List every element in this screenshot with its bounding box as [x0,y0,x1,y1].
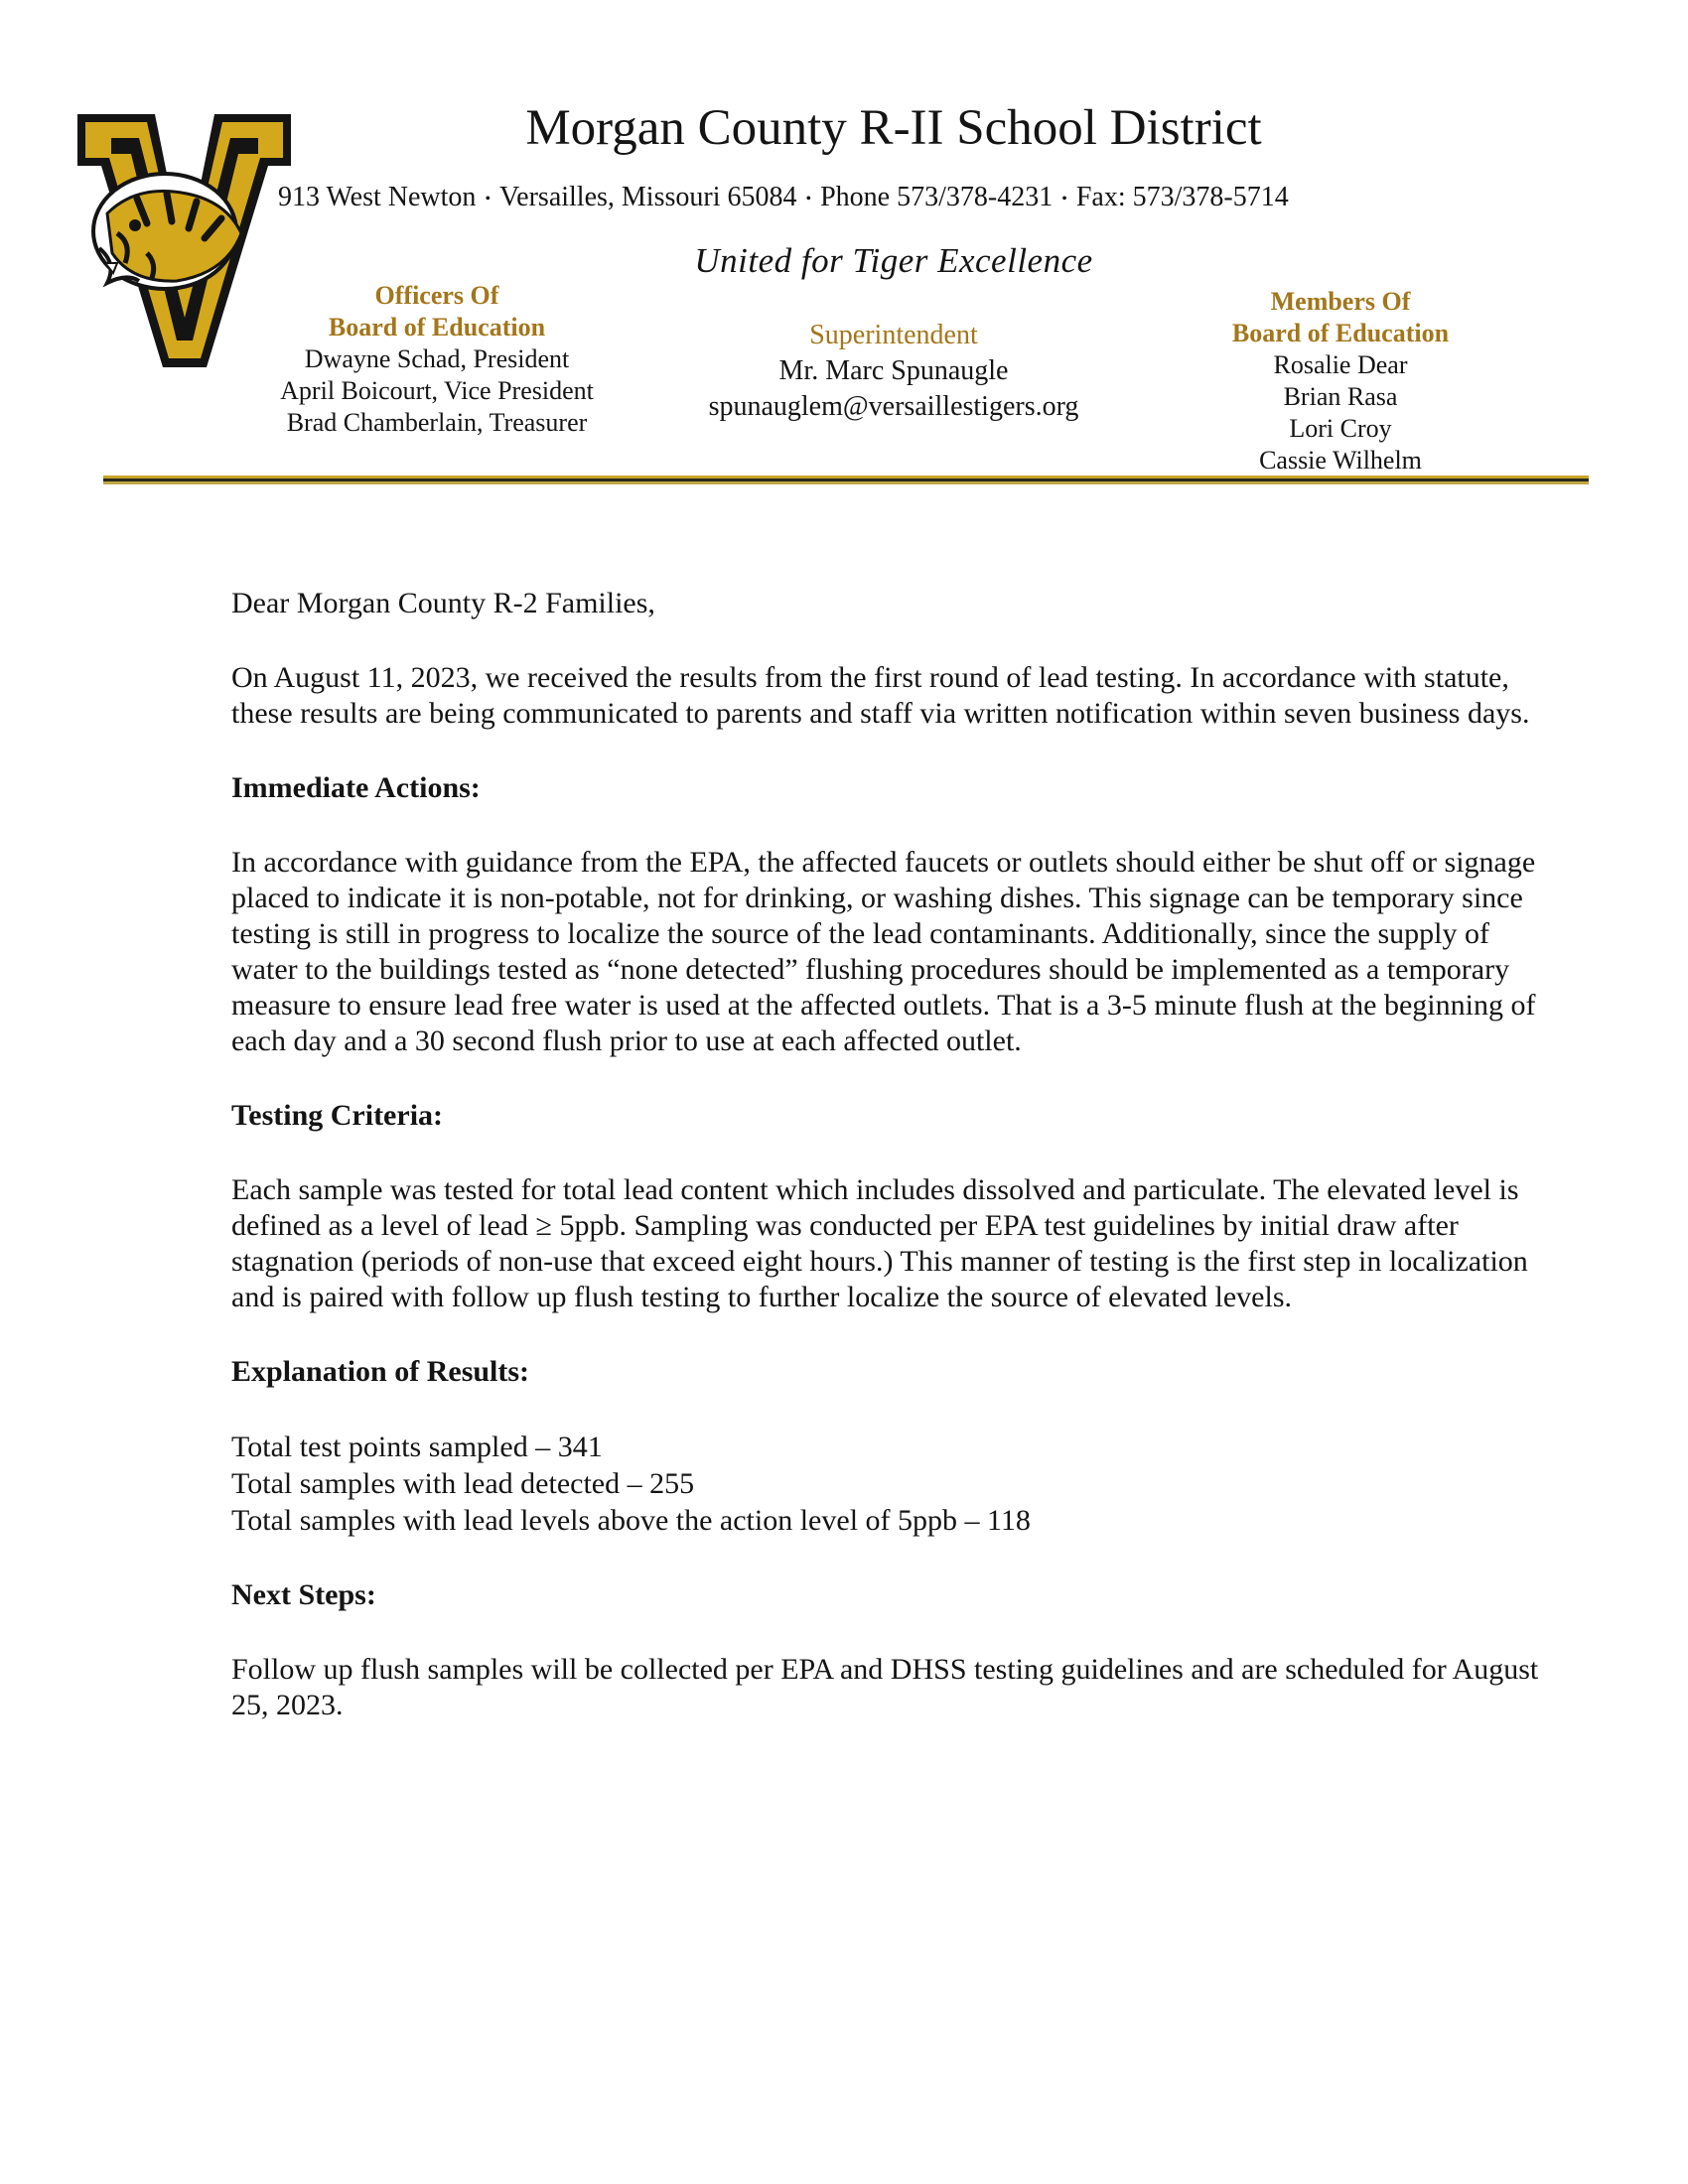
members-heading-sub: Board of Education [1231,319,1450,347]
superintendent-heading: Superintendent [809,320,978,350]
member-name: Brian Rasa [1283,382,1398,411]
superintendent-email[interactable]: spunauglem@versaillestigers.org [708,391,1079,422]
section-title-immediate-actions: Immediate Actions: [231,771,481,804]
officer-name: Dwayne Schad, President [304,344,570,373]
result-item: Total samples with lead levels above the action level of 5ppb – 118 [231,1504,1031,1537]
officer-name: April Boicourt, Vice President [280,376,594,405]
bullet-separator: • [485,190,492,207]
salutation: Dear Morgan County R-2 Families, [231,587,655,619]
bullet-separator: • [1061,190,1067,207]
phone-number: Phone 573/378-4231 [820,182,1054,212]
officers-heading: Officers Of [374,281,499,310]
fax-number: Fax: 573/378-5714 [1075,182,1289,212]
district-motto: United for Tiger Excellence [694,241,1093,280]
bullet-separator: • [805,190,812,207]
members-column [1192,286,1489,477]
officers-column [243,280,631,439]
result-item: Total test points sampled – 341 [231,1431,603,1463]
members-heading: Members Of [1270,287,1411,316]
member-name: Rosalie Dear [1273,350,1408,379]
result-item: Total samples with lead detected – 255 [231,1467,695,1500]
superintendent-name: Mr. Marc Spunaugle [778,355,1009,386]
section-title-testing-criteria: Testing Criteria: [231,1099,444,1132]
city-state-zip: Versailles, Missouri 65084 [499,182,797,212]
street-address: 913 West Newton [278,182,477,212]
letterhead-divider [103,476,1589,484]
intro-paragraph: On August 11, 2023, we received the results from the first round of lead testing. In accordance with statute, these results are being communicated to parents and staff via written notification within seven business days. [231,661,1530,730]
member-name: Lori Croy [1289,414,1392,443]
officers-heading-sub: Board of Education [328,313,546,341]
immediate-actions-paragraph: In accordance with guidance from the EPA, the affected faucets or outlets should either be shut off or signage placed to indicate it is non-potable, not for drinking, or washing dishes. This signage can be temporary since testing is still in progress to localize the source of the lead contaminants. Additionally, since the supply of water to the buildings tested as “none detected” flushing procedures should be implemented as a temporary measure to ensure lead free water is used at the affected outlets. That is a 3-5 minute flush at the beginning of each day and a 30 second flush prior to use at each affected outlet. [231,846,1536,1057]
member-name: Cassie Wilhelm [1259,446,1422,475]
address-line [278,182,1470,213]
letter-body [231,586,1562,1762]
officer-name: Brad Chamberlain, Treasurer [286,408,588,437]
section-title-next-steps: Next Steps: [231,1578,376,1611]
section-title-explanation-of-results: Explanation of Results: [231,1355,530,1388]
superintendent-column [665,318,1122,425]
next-steps-paragraph: Follow up flush samples will be collected per EPA and DHSS testing guidelines and are scheduled for August 25, 2023. [231,1653,1539,1721]
district-name: Morgan County R-II School District [525,100,1262,156]
results-list [231,1429,1562,1539]
testing-criteria-paragraph: Each sample was tested for total lead content which includes dissolved and particulate. The elevated level is defined as a level of lead ≥ 5ppb. Sampling was conducted per EPA test guidelines by initial draw after stagnation (periods of non-use that exceed eight hours.) This manner of testing is the first step in localization and is paired with follow up flush testing to further localize the source of elevated levels. [231,1173,1528,1313]
